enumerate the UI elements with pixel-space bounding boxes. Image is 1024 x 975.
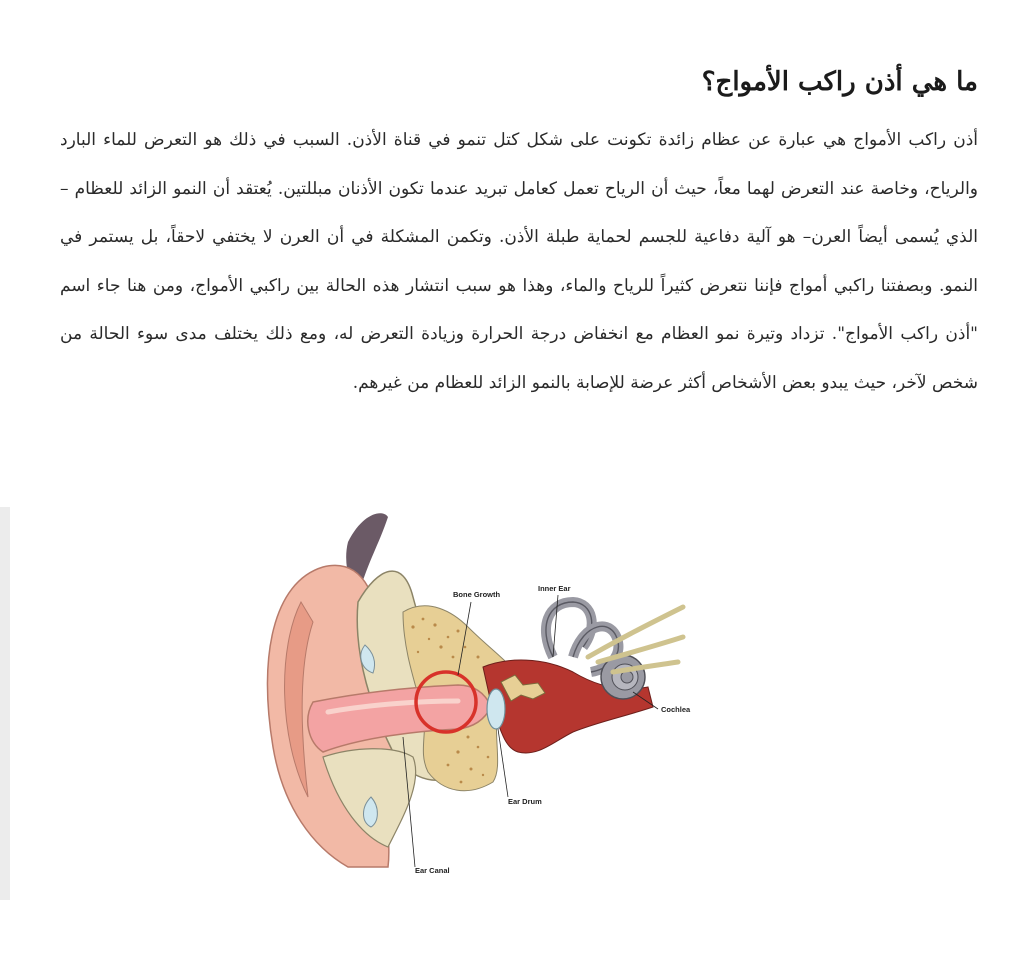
ear-diagram-figure [0, 507, 1024, 900]
label-ear-canal: Ear Canal [415, 866, 450, 875]
label-ear-drum: Ear Drum [508, 797, 542, 806]
article-body: أذن راكب الأمواج هي عبارة عن عظام زائدة تكونت على شكل كتل تنمو في قناة الأذن. السبب في ذلك هو التعرض للماء البارد والرياح، وخاصة عند التعرض لهما معاً، حيث أن الرياح تعمل كعامل تبريد عندما تكون الأذنان مبللتين. يُعتقد أن النمو الزائد للعظام –الذي يُسمى أيضاً العرن– هو آلية دفاعية للجسم لحماية طبلة الأذن. وتكمن المشكلة في أن العرن لا يختفي لاحقاً، بل يستمر في النمو. وبصفتنا راكبي أمواج فإننا نتعرض كثيراً للرياح والماء، وهذا هو سبب انتشار هذه الحالة بين راكبي الأمواج، ومن هنا جاء اسم "أذن راكب الأمواج". تزداد وتيرة نمو العظام مع انخفاض درجة الحرارة وزيادة التعرض له، ومع ذلك يختلف مدى سوء الحالة من شخص لآخر، حيث يبدو بعض الأشخاص أكثر عرضة للإصابة بالنمو الزائد للعظام من غيرهم. [60, 130, 978, 393]
label-bone-growth: Bone Growth [453, 590, 501, 599]
label-inner-ear: Inner Ear [538, 584, 571, 593]
label-cochlea: Cochlea [661, 705, 691, 714]
article [60, 64, 978, 407]
figure-left-edge [0, 507, 10, 900]
article-title: ما هي أذن راكب الأمواج؟ [701, 67, 978, 97]
ear-anatomy-illustration [253, 507, 723, 887]
ear-drum [487, 689, 505, 729]
